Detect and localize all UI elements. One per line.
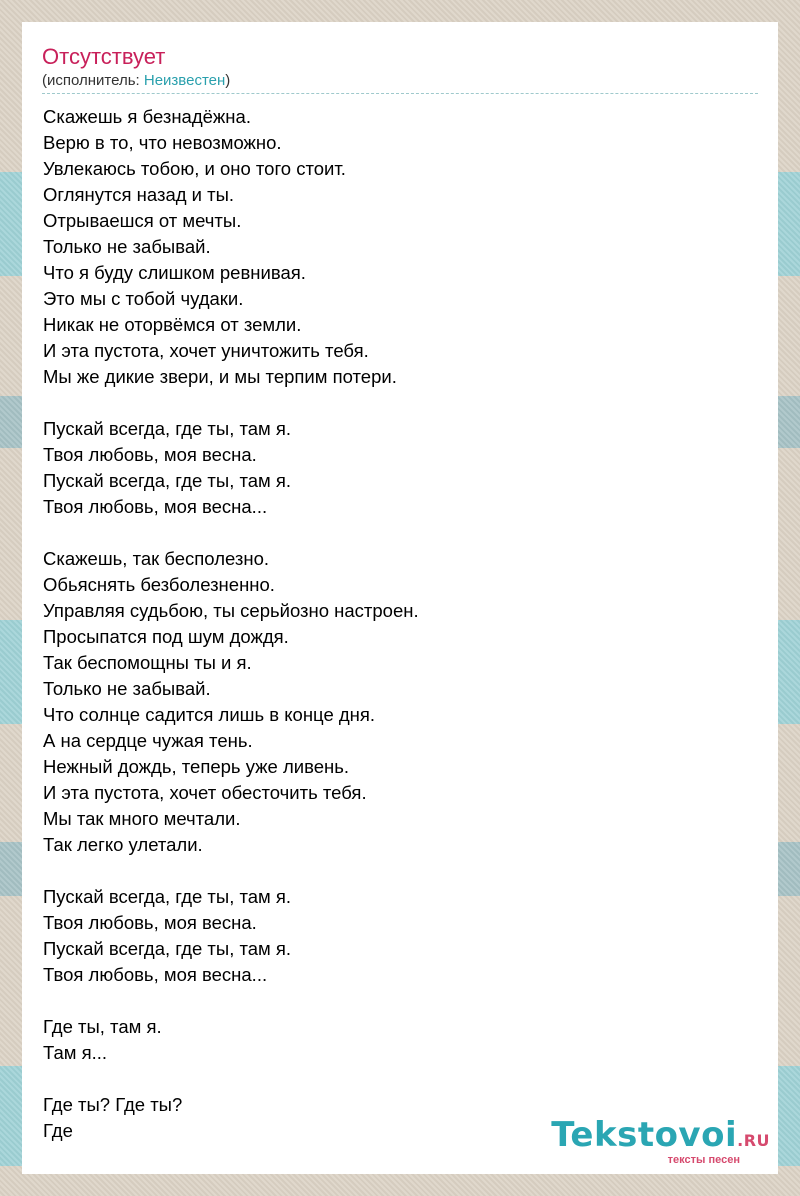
lyric-line: Это мы с тобой чудаки.	[43, 288, 244, 309]
lyric-line: Только не забывай.	[43, 236, 211, 257]
lyric-line: Управляя судьбою, ты серьйозно настроен.	[43, 600, 419, 621]
stanza-gap	[43, 390, 759, 416]
lyric-line: Просыпатся под шум дождя.	[43, 626, 289, 647]
logo-wordmark	[551, 1115, 770, 1158]
lyric-line: Где	[43, 1120, 73, 1141]
lyric-line: Мы же дикие звери, и мы терпим потери.	[43, 366, 397, 387]
title-divider	[42, 93, 758, 94]
lyric-line: Твоя любовь, моя весна.	[43, 444, 257, 465]
logo-tagline: тексты песен	[667, 1154, 740, 1166]
lyric-line: Так легко улетали.	[43, 834, 203, 855]
lyric-line: Так беспомощны ты и я.	[43, 652, 252, 673]
lyrics-card	[22, 22, 778, 1174]
lyric-line: Что я буду слишком ревнивая.	[43, 262, 306, 283]
lyrics-body	[43, 104, 759, 1144]
lyric-line: Пускай всегда, где ты, там я.	[43, 418, 292, 439]
lyric-line: Верю в то, что невозможно.	[43, 132, 282, 153]
logo-name: Tekstovoi	[551, 1115, 738, 1155]
lyric-line: И эта пустота, хочет уничтожить тебя.	[43, 340, 369, 361]
lyric-line: Пускай всегда, где ты, там я.	[43, 886, 292, 907]
lyric-line: Пускай всегда, где ты, там я.	[43, 938, 292, 959]
stanza-gap	[43, 1066, 759, 1092]
lyric-line: Нежный дождь, теперь уже ливень.	[43, 756, 349, 777]
lyric-line: Что солнце садится лишь в конце дня.	[43, 704, 376, 725]
lyric-line: Мы так много мечтали.	[43, 808, 241, 829]
artist-prefix: (исполнитель:	[42, 72, 144, 89]
lyric-line: Пускай всегда, где ты, там я.	[43, 470, 292, 491]
artist-link[interactable]: Неизвестен	[143, 72, 226, 89]
lyric-line: Где ты, там я.	[43, 1016, 162, 1037]
lyric-line: Твоя любовь, моя весна...	[43, 964, 268, 985]
lyric-line: Скажешь я безнадёжна.	[43, 106, 251, 127]
lyric-line: Где ты? Где ты?	[43, 1094, 183, 1115]
lyric-line: Твоя любовь, моя весна...	[43, 496, 268, 517]
lyric-line: Скажешь, так бесполезно.	[43, 548, 269, 569]
lyric-line: Увлекаюсь тобою, и оно того стоит.	[43, 158, 346, 179]
stanza-gap	[43, 988, 759, 1014]
lyric-line: Оглянутся назад и ты.	[43, 184, 235, 205]
song-title: Отсутствует	[42, 44, 166, 69]
stanza-gap	[43, 520, 759, 546]
lyric-line: Отрываешся от мечты.	[43, 210, 242, 231]
artist-suffix: )	[225, 72, 231, 89]
lyric-line: Никак не оторвёмся от земли.	[43, 314, 302, 335]
lyric-line: Обьяснять безболезненно.	[43, 574, 275, 595]
site-logo[interactable]	[551, 1115, 770, 1166]
lyric-line: А на сердце чужая тень.	[43, 730, 253, 751]
lyric-line: И эта пустота, хочет обесточить тебя.	[43, 782, 367, 803]
lyric-line: Твоя любовь, моя весна.	[43, 912, 257, 933]
lyric-line: Там я...	[43, 1042, 108, 1063]
lyric-line: Только не забывай.	[43, 678, 211, 699]
logo-tld: .RU	[737, 1131, 770, 1150]
stanza-gap	[43, 858, 759, 884]
artist-line	[42, 72, 230, 90]
